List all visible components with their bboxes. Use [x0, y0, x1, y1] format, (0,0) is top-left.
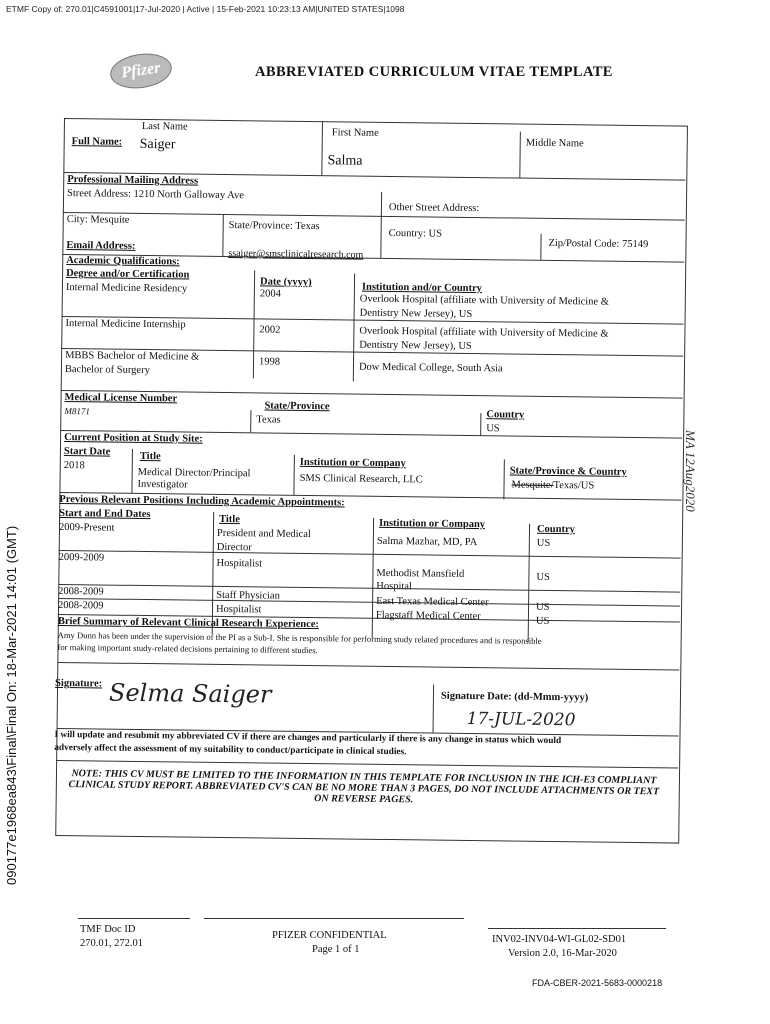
- signature-label: Signature:: [55, 677, 103, 690]
- previous-inst-header: Institution or Company: [379, 517, 486, 531]
- current-section-label: Current Position at Study Site:: [64, 432, 203, 445]
- side-stamp-text: 090177e1968ea843\Final\Final On: 18-Mar-2021 14:01 (GMT): [4, 525, 19, 885]
- current-start: 2018: [63, 460, 85, 472]
- full-name-label: Full Name:: [71, 136, 123, 148]
- license-state-label: State/Province: [264, 400, 330, 413]
- current-title-line1: Medical Director/Principal: [137, 466, 251, 480]
- license-country: US: [486, 423, 500, 435]
- footer-rule-right: [488, 928, 666, 929]
- doc-version: Version 2.0, 16-Mar-2020: [508, 948, 617, 959]
- current-institution: SMS Clinical Research, LLC: [299, 472, 423, 486]
- previous-country-3: US: [535, 601, 550, 613]
- degree-3-line2: Bachelor of Surgery: [64, 364, 150, 377]
- previous-title-header: Title: [219, 513, 240, 526]
- doc-code: INV02-INV04-WI-GL02-SD01: [492, 934, 627, 945]
- previous-dates-2: 2009-2009: [58, 551, 105, 564]
- page-title: ABBREVIATED CURRICULUM VITAE TEMPLATE: [255, 64, 613, 80]
- previous-dates-header: Start and End Dates: [59, 507, 151, 521]
- cv-form: [55, 118, 688, 844]
- previous-inst-2-line1: Methodist Mansfield: [376, 567, 465, 580]
- degree-date-2: 2002: [259, 324, 281, 336]
- previous-inst-1: Salma Mazhar, MD, PA: [376, 535, 478, 549]
- summary-line-1: Amy Dunn has been under the supervision of the PI as a Sub-I. She is responsible for performing study related procedures and is responsible: [57, 629, 542, 646]
- fda-document-id: FDA-CBER-2021-5683-0000218: [532, 978, 663, 988]
- degree-2: Internal Medicine Internship: [65, 318, 186, 331]
- current-title-header: Title: [139, 450, 161, 463]
- previous-country-4: US: [535, 615, 550, 627]
- tmf-doc-label: TMF Doc ID: [80, 924, 136, 935]
- institution-2-line1: Overlook Hospital (affiliate with University of Medicine &: [359, 325, 609, 340]
- confidential-label: PFIZER CONFIDENTIAL: [272, 930, 387, 941]
- pfizer-logo: Pfizer: [108, 50, 174, 92]
- institution-col-header: Institution and/or Country: [361, 281, 483, 295]
- cv-note: NOTE: THIS CV MUST BE LIMITED TO THE INFORMATION IN THIS TEMPLATE FOR INCLUSION IN THE ICH-E3 COMPLIANT CLINICAL STUDY REPORT. ABBREVIATED CV'S CAN BE NO MORE THAN 3 PAGES, DO NOT INCLUDE ATTACHMENTS OR TEXT ON REVERSE PAGES.: [68, 768, 660, 806]
- degree-col-header: Degree and/or Certification: [66, 268, 190, 281]
- previous-title-3: Staff Physician: [216, 589, 280, 602]
- zip-field: Zip/Postal Code: 75149: [548, 237, 649, 251]
- summary-line-2: for making important study-related decisions pertaining to different studies.: [57, 641, 318, 656]
- degree-date-3: 1998: [258, 356, 281, 368]
- footer-rule-left: [78, 918, 190, 919]
- first-name-label: First Name: [331, 127, 379, 139]
- page-number: Page 1 of 1: [312, 944, 360, 955]
- current-state-header: State/Province & Country: [509, 465, 627, 478]
- previous-title-2: Hospitalist: [216, 557, 263, 570]
- previous-inst-2-line2: Hospital: [376, 580, 412, 593]
- email-value: ssaiger@smsclinicalresearch.com: [228, 248, 364, 261]
- middle-name-label: Middle Name: [525, 137, 584, 150]
- previous-country-2: US: [536, 571, 550, 583]
- country-field: Country: US: [388, 227, 443, 240]
- previous-inst-3: East Texas Medical Center: [376, 595, 489, 609]
- previous-country-1: US: [536, 537, 551, 549]
- current-start-header: Start Date: [63, 446, 111, 458]
- previous-title-4: Hospitalist: [215, 603, 262, 616]
- license-number: M8171: [64, 406, 90, 417]
- address-section-label: Professional Mailing Address: [67, 174, 199, 187]
- previous-section-label: Previous Relevant Positions Including Academic Appointments:: [59, 493, 345, 509]
- footer-rule-mid: [204, 918, 464, 919]
- institution-2-line2: Dentistry New Jersey), US: [359, 339, 472, 352]
- last-name-label: Last Name: [141, 120, 188, 133]
- license-label: Medical License Number: [64, 392, 178, 405]
- etmf-header-line: ETMF Copy of: 270.01|C4591001|17-Jul-2020 | Active | 15-Feb-2021 10:23:13 AM|UNITED STATES|1098: [6, 4, 405, 14]
- previous-title-1-line2: Director: [216, 541, 252, 554]
- summary-label: Brief Summary of Relevant Clinical Research Experience:: [57, 615, 319, 631]
- signature-date-label: Signature Date: (dd-Mmm-yyyy): [440, 690, 589, 704]
- institution-1-line2: Dentistry New Jersey), US: [359, 307, 473, 321]
- current-title-line2: Investigator: [137, 478, 188, 491]
- signature-date-handwriting: 17-JUL-2020: [466, 708, 576, 731]
- email-label: Email Address:: [66, 240, 136, 252]
- current-inst-header: Institution or Company: [299, 456, 406, 470]
- license-state: Texas: [256, 414, 281, 426]
- city-field: City: Mesquite: [66, 214, 130, 226]
- current-state: [511, 479, 594, 491]
- last-name-value: Saiger: [139, 136, 176, 153]
- degree-date-1: 2004: [259, 288, 281, 300]
- previous-dates-3: 2008-2009: [58, 585, 104, 598]
- degree-1: Internal Medicine Residency: [65, 282, 188, 295]
- previous-inst-4: Flagstaff Medical Center: [375, 609, 481, 623]
- other-street-address: Other Street Address:: [388, 201, 480, 215]
- tmf-doc-value: 270.01, 272.01: [80, 938, 143, 949]
- current-state-struck: Mesquite/: [511, 479, 554, 492]
- previous-dates-4: 2008-2009: [57, 599, 104, 612]
- statement-line-1: I will update and resubmit my abbreviated CV if there are changes and particularly if there is any change in status which would: [54, 729, 562, 747]
- previous-title-1-line1: President and Medical: [216, 527, 311, 541]
- statement-line-2: adversely affect the assessment of my suitability to conduct/participate in clinical studies.: [54, 742, 407, 758]
- previous-dates-1: 2009-Present: [58, 521, 115, 534]
- academic-section-label: Academic Qualifications:: [66, 255, 180, 268]
- handwritten-margin-note: MA 12Aug2020: [683, 430, 698, 512]
- degree-3-line1: MBBS Bachelor of Medicine &: [65, 350, 200, 363]
- institution-1-line1: Overlook Hospital (affiliate with University of Medicine &: [359, 293, 609, 308]
- date-col-header: Date (yyyy): [259, 276, 312, 289]
- license-country-label: Country: [486, 409, 525, 421]
- signature-handwriting: Selma Saiger: [108, 678, 272, 709]
- current-state-value: Texas/US: [553, 480, 595, 492]
- state-field: State/Province: Texas: [228, 220, 320, 233]
- previous-country-header: Country: [536, 523, 575, 536]
- first-name-value: Salma: [327, 153, 363, 169]
- street-address: Street Address: 1210 North Galloway Ave: [67, 188, 244, 202]
- institution-3: Dow Medical College, South Asia: [358, 361, 503, 375]
